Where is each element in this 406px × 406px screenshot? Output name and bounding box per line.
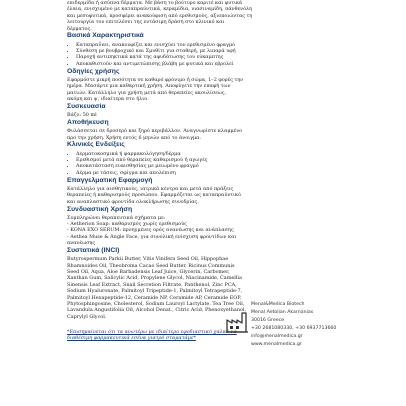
phone-numbers: +30 2681080330, +30 6937713660 bbox=[251, 326, 337, 331]
clinical-list bbox=[67, 151, 339, 177]
professional-line: και αναπλαστικό φροντίδα ολοκλήρωσης συνεδρίας. bbox=[67, 198, 199, 205]
usage-line: ημέρα. Μασάρτε μια καθαρτική χρήση. Αποφύγετε την επαφή των bbox=[67, 83, 231, 90]
combined-line: - Aetherion Soap: καθαρισμός χωρίς ερεθισμούς bbox=[67, 221, 187, 228]
feature-item: • Αποκαθιστούν και αντιμετώπισης βλάβη με φυτικά και εβρολεί bbox=[76, 61, 339, 67]
email-address: info@menalmedica.gr bbox=[251, 334, 303, 339]
inci-line: Sodium Hyaluronate, Palmitoyl Tripeptide-1, Palmitoyl Tetrapeptide-7, bbox=[67, 288, 243, 295]
website-link[interactable]: www.menalmedica.gr bbox=[251, 342, 302, 347]
main-features-heading: Βασικά Χαρακτηριστικά bbox=[67, 32, 144, 40]
factory-icon bbox=[226, 311, 248, 333]
inci-line: Xanthan Gum, Salicylic Acid, Propylene Glycol, Niacinamide, Camellia bbox=[67, 275, 242, 282]
combined-heading: Συνδυαστική Χρήση bbox=[67, 205, 133, 213]
combined-intro: Συμπληρώνει θεραπευτικά σχήματα με: bbox=[67, 214, 166, 221]
inci-line: Phytosphingosine, Cholesterol, Sodium Lauroyl Lactylate, Tea Tree Oil, bbox=[67, 300, 245, 307]
intro-paragraph bbox=[67, 0, 339, 32]
company-name: Menal&Medica Biotech bbox=[251, 302, 305, 307]
clinical-item: • Δέρμα με τάσεις, σφίγμα και απολέπιση bbox=[76, 170, 339, 176]
combined-line: ανανέωσης bbox=[67, 240, 96, 247]
usage-line: Εφαρμόστε μικρή ποσότητα σε καθαρό φρόνιμο ή σώμα, 1–2 φορές την bbox=[67, 76, 244, 83]
feature-item: • Καταπραΰνει, ανακουφίζει και ενισχύει τον ερεθισμένο φραγμό bbox=[76, 42, 339, 48]
address-line: 30016 Greece bbox=[251, 318, 285, 323]
intro-line: έλαια, ενισχυμένο με καταπραϋντικά, κεραμίδια, νιασιναμίδη, πάνθενόλη bbox=[67, 6, 253, 13]
storage-line: Φυλάσσεται σε δροσερό και ξηρό περιβάλλον. Αναγνωρίστε κλαμμένο bbox=[67, 128, 243, 135]
storage-line: προ την χρήση. Χρήση εντός 6 μηνών από το άνοιγμα. bbox=[67, 134, 202, 141]
note-line: διαθέσιμη φαρμακευτικά εσένα γιατρό σταματάμε* bbox=[67, 335, 196, 342]
clinical-item: • Ερεθισμοί μετά από θεραπείες καθαρισμού ή αγωγές bbox=[76, 157, 339, 163]
product-description bbox=[67, 0, 339, 342]
intro-line: λειτουργία του επιτελέσει της εντάσιμη δράση στο κλινικό και bbox=[67, 19, 225, 26]
address-line: Menal Aetolian Akarnanias bbox=[251, 310, 314, 315]
combined-line: - Aethea Muse & Angle Face, για συνολική ενίσχυση φροντίδων και bbox=[67, 233, 237, 240]
storage-paragraph bbox=[67, 128, 339, 141]
inci-line: Sinensis Leaf Extract, Snail Secretion Filtrate, Panthenol, Zinc PCA, bbox=[67, 281, 237, 288]
usage-line: ματιών. Κατάλληλο για χρήση μετά από θεραπείες ακουλίσεως, bbox=[67, 89, 227, 96]
packaging-heading: Συσκευασία bbox=[67, 102, 106, 110]
inci-heading: Συστατικά (INCI) bbox=[67, 247, 120, 255]
clinical-heading: Κλινικές Ενδείξεις bbox=[67, 141, 125, 149]
intro-line: και μεσοφυτικά, προσφέρει ανακούφιση από ερεθισμούς, αξιοποιώντας τη bbox=[67, 12, 253, 19]
inci-line: Rhamnoides Oil, Theobroma Cacao Seed Butter, Ricinus Communis bbox=[67, 262, 235, 269]
packaging-text: Βάζο: 50 ml bbox=[67, 112, 97, 119]
inci-line: Butyrospermum Parkii Butter, Vitis Vinifera Seed Oil, Hippophae bbox=[67, 256, 229, 263]
intro-line: επιδερμίδα ή ασύπνα δέρματα. Με βάση το βούτυρο καριτέ και φυτικά bbox=[67, 0, 243, 6]
inci-line: Seed Oil, Aqua, Aloe Barbadensis Leaf Juice, Glycerin, Carbomer, bbox=[67, 269, 230, 275]
feature-item: • Παροχή αντιπηκτικά κατά της αφυδάτωσης του εύκαμπτης bbox=[76, 54, 339, 60]
professional-heading: Επαγγελματική Εφαρμογή bbox=[67, 176, 153, 184]
usage-line: ακόμη και ψ, ιδιαίτερα στο ήλιο. bbox=[67, 95, 149, 102]
combined-line: - KONA EXO SERUM: προηγμένες ορός ανανέωσης και ανάπλασης bbox=[67, 227, 234, 234]
clinical-item: • Δερματοκοσμικά ή φαρμακολόγηση/δέρμα bbox=[76, 151, 339, 157]
main-features-list bbox=[67, 42, 339, 68]
intro-line: δέρματος. bbox=[67, 25, 92, 32]
inci-line: Lavandula Angustifolia Oil, Alcohol Denat., Citric Acid, Phenoxyethanol, bbox=[67, 307, 247, 314]
note-line: *Επισημαίνεται ότι τα ανωτέρω με ιδιαίτερο εφοδιαστικό χαλκό να bbox=[67, 329, 237, 335]
usage-paragraph bbox=[67, 77, 339, 103]
professional-line: Κατάλληλο για αισθητικούς, ιατρικά κέντρα και μετά από πράξεις bbox=[67, 185, 234, 192]
combined-paragraph bbox=[67, 215, 339, 247]
professional-line: θεραπείες ή καθαρισμούς προσώπου. Εφαρμόζεται ως καταπραϋντικό bbox=[67, 192, 241, 199]
company-address bbox=[251, 301, 376, 349]
clinical-item: • Αποκατάσταση ευαισθησίας με μειωμένο φραγμό bbox=[76, 163, 339, 169]
inci-line: Palmitoyl Hexapeptide-12, Ceramide NP, Ceramide AP, Ceramide EOP, bbox=[67, 294, 242, 301]
inci-line: Caprylyl Glycol. bbox=[67, 313, 107, 320]
company-footer bbox=[226, 301, 376, 371]
storage-heading: Αποθήκευση bbox=[67, 119, 109, 126]
professional-paragraph bbox=[67, 186, 339, 205]
feature-item: • Σύνθεση με βουβροχικό και Σμυθίτι για σταθερή, με λιπαρά υφή bbox=[76, 48, 339, 54]
usage-heading: Οδηγίες χρήσης bbox=[67, 67, 120, 75]
